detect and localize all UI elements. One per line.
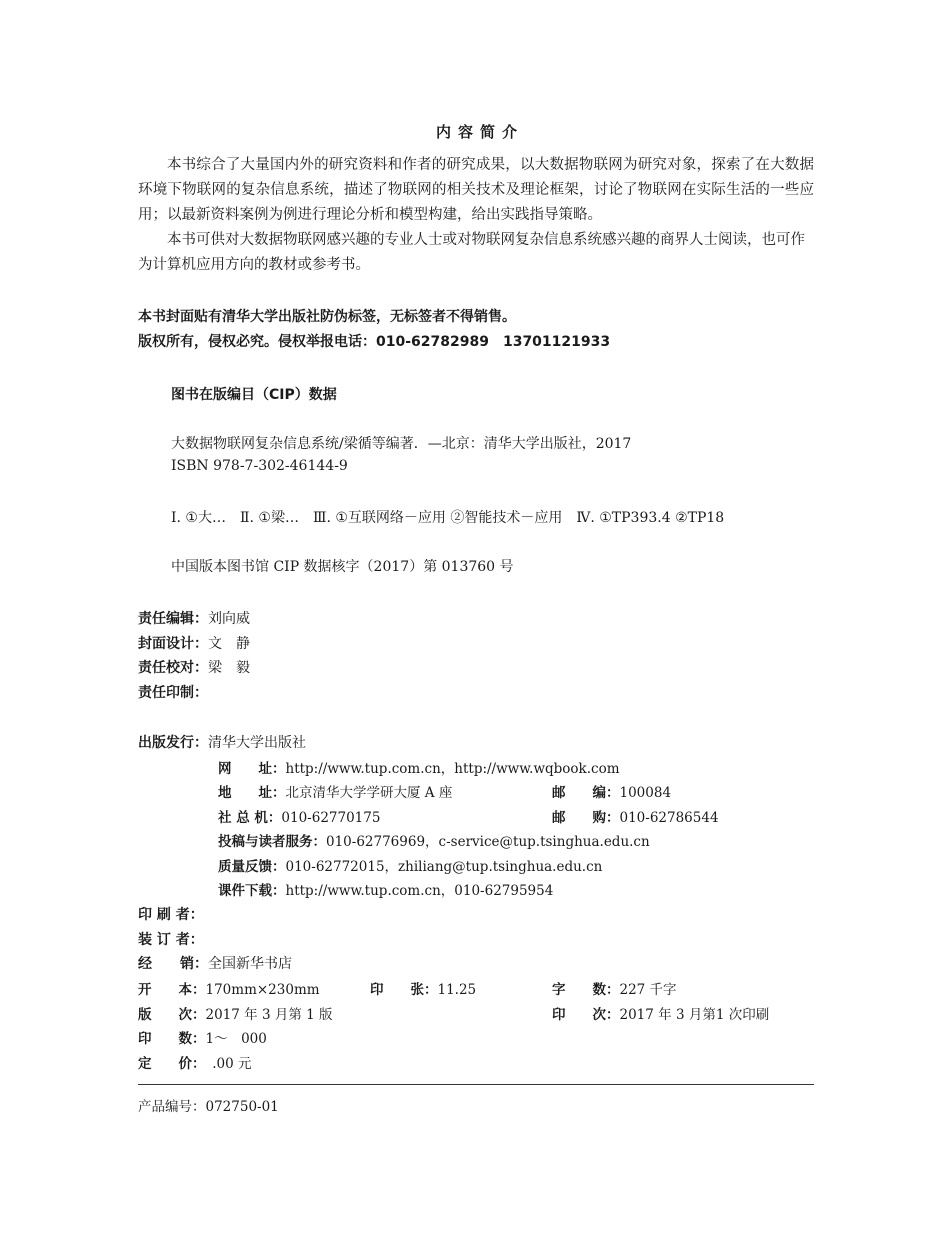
cip-isbn: ISBN 978-7-302-46144-9 [171, 458, 348, 474]
publisher-quality-feedback-value: 010-62772015，zhiliang@tup.tsinghua.edu.cn [285, 859, 603, 875]
publisher-line [138, 732, 306, 752]
production-printer-label: 印 刷 者： [138, 907, 204, 923]
publisher-courseware-download-value: http://www.tup.com.cn，010-62795954 [285, 883, 554, 899]
production-copies-label: 印 数： [138, 1031, 206, 1047]
publisher-mail-order-value: 010-62786544 [619, 810, 719, 826]
publisher-switchboard-value: 010-62770175 [281, 810, 381, 826]
publisher-courseware-download-label: 课件下载： [218, 883, 286, 899]
credit-proof-value: 梁 毅 [208, 660, 250, 676]
production-price-label: 定 价： [138, 1056, 199, 1072]
footer-divider [138, 1084, 814, 1085]
production-copies-value: 1～ 000 [205, 1031, 267, 1047]
publisher-mail-order-label: 邮 购： [552, 810, 620, 826]
intro-paragraph-1: 本书综合了大量国内外的研究资料和作者的研究成果，以大数据物联网为研究对象，探索了在大数据环境下物联网的复杂信息系统，描述了物联网的相关技术及理论框架，讨论了物联网在实际生活的一些应用；以最新资料案例为例进行理论分析和模型构建，给出实践指导策略。 [138, 157, 814, 223]
credit-print [138, 682, 208, 702]
production-distributor-label: 经 销： [138, 956, 208, 972]
publisher-web-value: http://www.tup.com.cn，http://www.wqbook.com [285, 761, 620, 777]
production-format [138, 978, 320, 998]
production-distributor-value: 全国新华书店 [208, 956, 292, 972]
production-format-label: 开 本： [138, 982, 206, 998]
credit-proof [138, 657, 250, 677]
production-sheets-label: 印 张： [370, 982, 438, 998]
publisher-address [218, 781, 452, 801]
production-word-count-label: 字 数： [552, 982, 620, 998]
publisher-quality-feedback [218, 855, 602, 875]
production-impression [552, 1003, 769, 1023]
production-price [138, 1052, 252, 1072]
production-edition-value: 2017 年 3 月第 1 版 [205, 1007, 333, 1023]
publisher-switchboard [218, 806, 380, 826]
publisher-zip [552, 781, 671, 801]
publisher-courseware-download [218, 879, 553, 899]
publisher-reader-service-label: 投稿与读者服务： [218, 834, 326, 850]
production-price-value: .00 元 [198, 1056, 252, 1072]
credit-editor [138, 608, 250, 628]
publisher-web-label: 网 址： [218, 761, 286, 777]
publisher-switchboard-label: 社 总 机： [218, 810, 282, 826]
publisher-address-value: 北京清华大学学研大厦 A 座 [285, 785, 453, 801]
publisher-address-label: 地 址： [218, 785, 286, 801]
cip-heading: 图书在版编目（CIP）数据 [171, 387, 337, 403]
cip-title-line: 大数据物联网复杂信息系统/梁循等编著．—北京：清华大学出版社，2017 [171, 436, 632, 452]
publisher-name: 清华大学出版社 [208, 735, 306, 751]
intro-body [138, 153, 814, 278]
publisher-quality-feedback-label: 质量反馈： [218, 859, 286, 875]
production-printer [138, 904, 204, 924]
production-copies [138, 1027, 267, 1047]
production-word-count-value: 227 千字 [619, 982, 677, 998]
production-impression-value: 2017 年 3 月第1 次印刷 [619, 1007, 770, 1023]
publisher-web [218, 757, 620, 777]
credit-editor-label: 责任编辑： [138, 611, 208, 627]
production-edition-label: 版 次： [138, 1007, 206, 1023]
production-edition [138, 1003, 333, 1023]
publisher-mail-order [552, 806, 719, 826]
intro-paragraph-2: 本书可供对大数据物联网感兴趣的专业人士或对物联网复杂信息系统感兴趣的商界人士阅读，也可作为计算机应用方向的教材或参考书。 [138, 232, 805, 273]
publisher-reader-service [218, 830, 650, 850]
cip-classification: Ⅰ. ①大… Ⅱ. ①梁… Ⅲ. ①互联网络－应用 ②智能技术－应用 Ⅳ. ①TP393.4 ②TP18 [171, 510, 725, 526]
credit-cover-value: 文 静 [208, 636, 250, 652]
production-distributor [138, 953, 292, 973]
production-binder-label: 装 订 者： [138, 932, 204, 948]
production-binder [138, 929, 204, 949]
product-code: 产品编号：072750-01 [138, 1099, 279, 1115]
cip-record-number: 中国版本图书馆 CIP 数据核字（2017）第 013760 号 [171, 559, 514, 575]
credit-print-label: 责任印制： [138, 685, 208, 701]
production-format-value: 170mm×230mm [205, 982, 320, 998]
credit-cover-label: 封面设计： [138, 636, 208, 652]
anti-counterfeit-notice: 本书封面贴有清华大学出版社防伪标签，无标签者不得销售。 [138, 309, 516, 325]
publisher-zip-value: 100084 [619, 785, 672, 801]
copyright-notice: 版权所有，侵权必究。侵权举报电话：010-62782989 13701121933 [138, 334, 611, 350]
publisher-reader-service-value: 010-62776969，c-service@tup.tsinghua.edu.cn [326, 834, 650, 850]
publisher-zip-label: 邮 编： [552, 785, 620, 801]
production-impression-label: 印 次： [552, 1007, 620, 1023]
publisher-label: 出版发行： [138, 735, 208, 751]
credit-editor-value: 刘向威 [208, 611, 250, 627]
section-title: 内容简介 [436, 123, 525, 141]
production-sheets [370, 978, 476, 998]
credit-proof-label: 责任校对： [138, 660, 208, 676]
production-sheets-value: 11.25 [437, 982, 477, 998]
production-word-count [552, 978, 677, 998]
credit-cover [138, 633, 250, 653]
